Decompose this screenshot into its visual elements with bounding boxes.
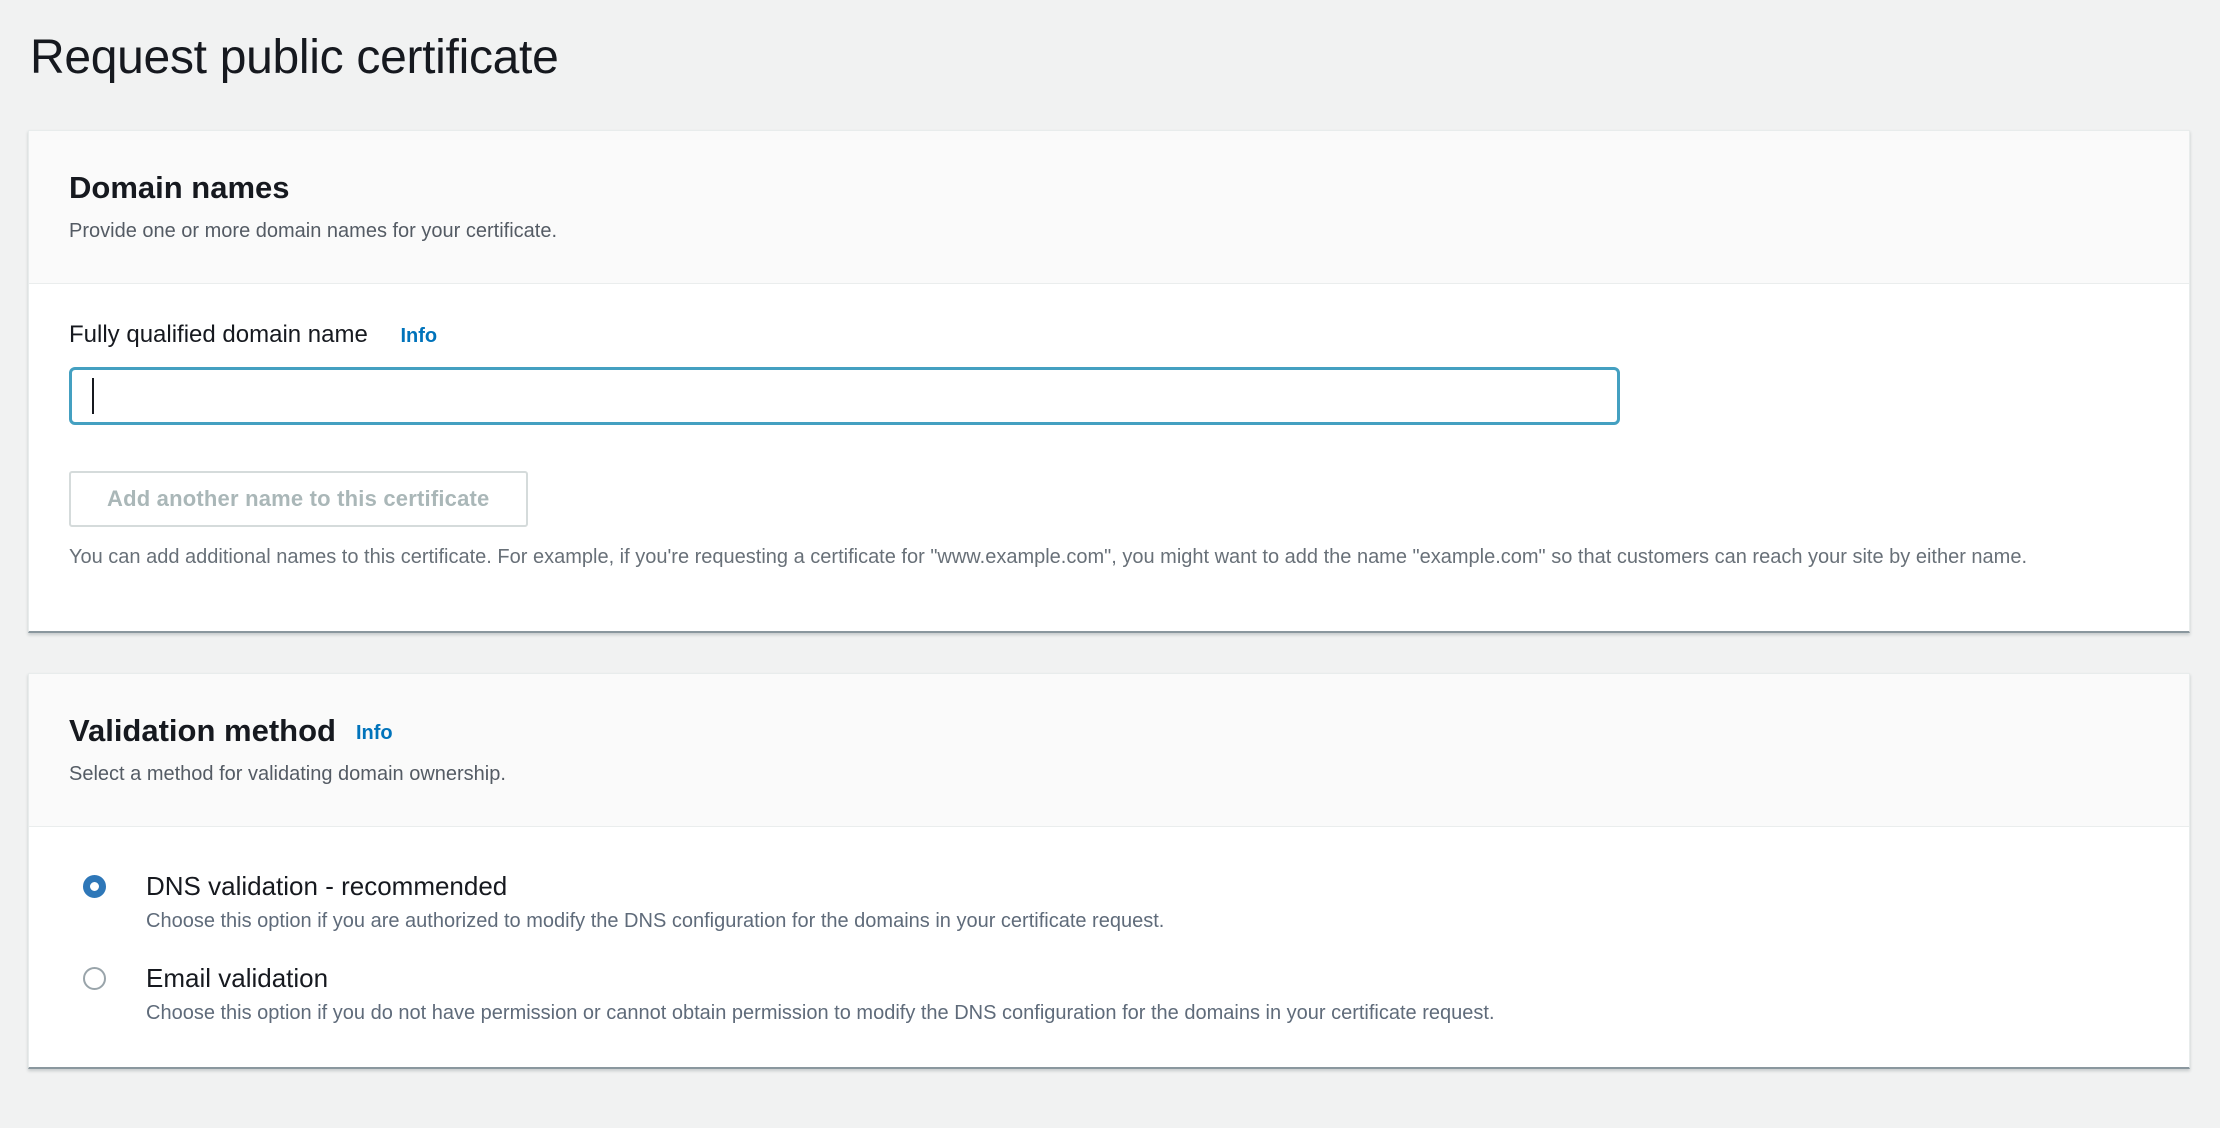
domain-names-card (28, 130, 2190, 633)
domain-names-title: Domain names (69, 170, 290, 205)
validation-method-info-link[interactable]: Info (355, 722, 393, 744)
fqdn-input[interactable] (69, 367, 1620, 425)
email-validation-description: Choose this option if you do not have permission or cannot obtain permission to modify the DNS configuration for the domains in your certificate request. (146, 1002, 1495, 1024)
domain-names-card-body (29, 284, 2189, 631)
validation-method-card (28, 673, 2190, 1069)
validation-method-card-header (29, 674, 2189, 827)
fqdn-field-label: Fully qualified domain name (69, 321, 368, 348)
fqdn-field-label-row (69, 320, 2149, 351)
email-validation-row[interactable] (83, 961, 2149, 995)
validation-method-title: Validation method (69, 713, 336, 748)
domain-names-description: Provide one or more domain names for your certificate. (69, 220, 557, 242)
dns-validation-radio[interactable] (83, 875, 106, 898)
dns-validation-row[interactable] (83, 869, 2149, 903)
fqdn-input-wrap (69, 367, 2149, 425)
dns-validation-description: Choose this option if you are authorized to modify the DNS configuration for the domains in your certificate request. (146, 910, 1165, 932)
additional-names-helper-text: You can add additional names to this certificate. For example, if you're requesting a certificate for "www.example.com", you might want to add the name "example.com" so that customers can reach your site by either name. (69, 546, 2027, 568)
dns-validation-label: DNS validation - recommended (146, 871, 508, 901)
dns-validation-option (83, 869, 2149, 935)
page (0, 30, 2220, 1069)
validation-method-description: Select a method for validating domain ownership. (69, 763, 506, 785)
text-caret (92, 378, 94, 414)
add-another-name-button[interactable]: Add another name to this certificate (69, 471, 528, 527)
validation-method-card-body (29, 827, 2189, 1067)
page-title: Request public certificate (30, 31, 559, 84)
fqdn-info-link[interactable]: Info (400, 325, 438, 347)
domain-names-card-header (29, 131, 2189, 284)
email-validation-option (83, 961, 2149, 1027)
email-validation-radio[interactable] (83, 967, 106, 990)
email-validation-label: Email validation (146, 963, 329, 993)
